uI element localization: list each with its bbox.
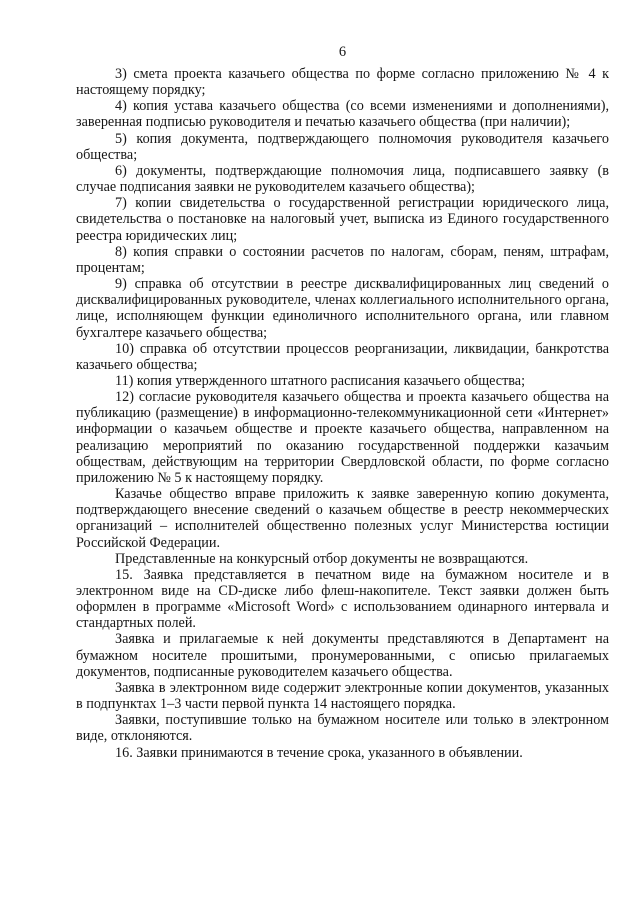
- paragraph-paper-submission: Заявка и прилагаемые к ней документы представляются в Департамент на бумажном носителе прошитыми, пронумерованными, с описью прилагаемых документов, подписанные руководителем казачьего общества.: [76, 631, 609, 680]
- paragraph-item-6: 6) документы, подтверждающие полномочия лица, подписавшего заявку (в случае подписания заявки не руководителем казачьего общества);: [76, 162, 609, 196]
- paragraph-item-5: 5) копия документа, подтверждающего полномочия руководителя казачьего общества;: [76, 130, 609, 163]
- paragraph-clause-16: 16. Заявки принимаются в течение срока, указанного в объявлении.: [115, 744, 523, 761]
- paragraph-item-10: 10) справка об отсутствии процессов реорганизации, ликвидации, банкротства казачьего общества;: [76, 340, 609, 373]
- paragraph-item-11: 11) копия утвержденного штатного расписания казачьего общества;: [115, 372, 526, 389]
- paragraph-item-3: 3) смета проекта казачьего общества по форме согласно приложению № 4 к настоящему порядку;: [76, 66, 609, 99]
- paragraph-item-4: 4) копия устава казачьего общества (со всеми изменениями и дополнениями), заверенная подписью руководителя и печатью казачьего общества (при наличии);: [76, 98, 609, 131]
- paragraph-documents-not-returned: Представленные на конкурсный отбор документы не возвращаются.: [115, 550, 529, 567]
- page-number: 6: [338, 44, 347, 60]
- document-body: [76, 66, 609, 761]
- paragraph-cossack-registry: Казачье общество вправе приложить к заявке заверенную копию документа, подтверждающего внесение сведений о казачьем обществе в реестр некоммерческих организаций – исполнителей общественно полезных услуг Министерства юстиции Российской Федерации.: [76, 486, 609, 551]
- paragraph-item-7: 7) копии свидетельства о государственной регистрации юридического лица, свидетельства о постановке на налоговый учет, выписка из Единого государственного реестра юридических лиц;: [76, 195, 609, 244]
- paragraph-item-8: 8) копия справки о состоянии расчетов по налогам, сборам, пеням, штрафам, процентам;: [76, 243, 609, 276]
- paragraph-clause-15: 15. Заявка представляется в печатном виде на бумажном носителе и в электронном виде на CD-диске либо флеш-накопителе. Текст заявки должен быть оформлен в программе «Microsoft Word» с использованием одинарного интервала и стандартных полей.: [76, 566, 609, 632]
- paragraph-electronic-copies: Заявка в электронном виде содержит электронные копии документов, указанных в подпунктах 1–3 части первой пункта 14 настоящего порядка.: [76, 679, 609, 713]
- paragraph-item-12: 12) согласие руководителя казачьего общества и проекта казачьего общества на публикацию (размещение) в информационно-телекоммуникационной сети «Интернет» информации о казачьем обществе и проекте казачьего общества, направленном на реализацию мероприятий по оказанию государственной поддержки казачьим обществам, действующим на территории Свердловской области, по форме согласно приложению № 5 к настоящему порядку.: [76, 389, 609, 486]
- paragraph-item-9: 9) справка об отсутствии в реестре дисквалифицированных лиц сведений о дисквалифицированных руководителе, членах коллегиального исполнительного органа, лице, исполняющем функции единоличного исполнительного органа, или главном бухгалтере казачьего общества;: [76, 276, 609, 341]
- paragraph-rejection: Заявки, поступившие только на бумажном носителе или только в электронном виде, отклоняются.: [76, 712, 609, 745]
